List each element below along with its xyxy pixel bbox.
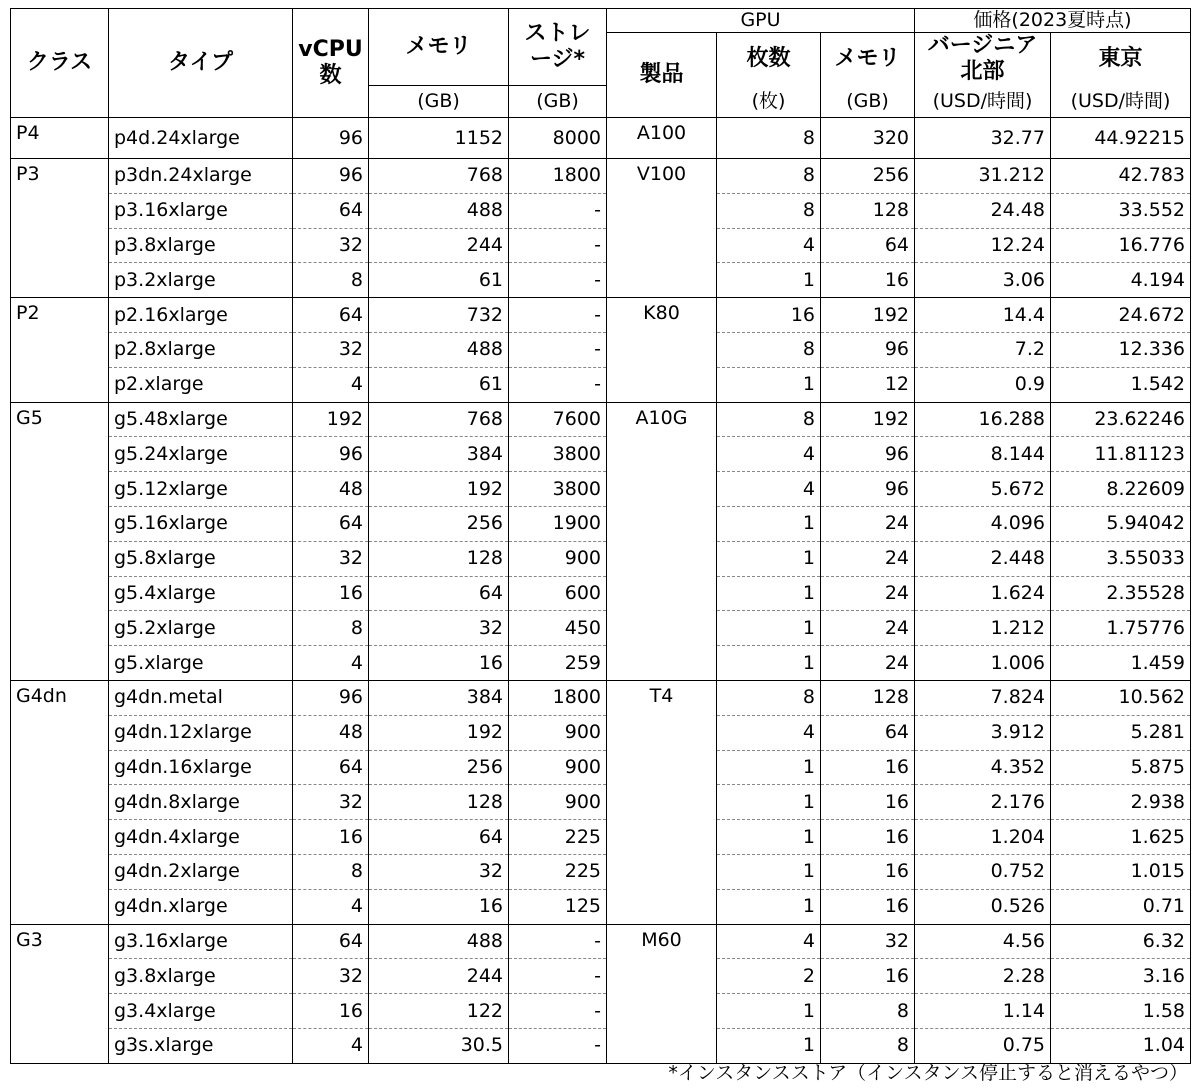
storage-cell: 600	[509, 576, 607, 611]
price-tokyo-cell: 24.672	[1051, 298, 1191, 333]
price-virginia-cell: 2.448	[915, 541, 1051, 576]
table-header	[11, 9, 1191, 118]
price-virginia-cell: 4.352	[915, 750, 1051, 785]
gpu-memory-cell: 24	[821, 541, 915, 576]
gpu-memory-cell: 16	[821, 889, 915, 924]
storage-cell: -	[509, 994, 607, 1029]
gpu-count-cell: 1	[717, 889, 821, 924]
memory-cell: 128	[369, 541, 509, 576]
price-tokyo-cell: 6.32	[1051, 924, 1191, 959]
type-cell: g5.4xlarge	[109, 576, 293, 611]
type-cell: g3s.xlarge	[109, 1029, 293, 1064]
gpu-memory-cell: 192	[821, 402, 915, 437]
price-virginia-cell: 7.824	[915, 681, 1051, 716]
gpu-count-cell: 4	[717, 437, 821, 472]
gpu-count-cell: 8	[717, 118, 821, 159]
vcpu-cell: 96	[293, 437, 369, 472]
type-cell: g4dn.4xlarge	[109, 820, 293, 855]
header-price-virginia: バージニア 北部	[915, 33, 1051, 86]
vcpu-cell: 32	[293, 785, 369, 820]
vcpu-cell: 96	[293, 681, 369, 716]
gpu-memory-cell: 12	[821, 367, 915, 402]
table-row	[11, 263, 1191, 298]
gpu-memory-cell: 32	[821, 924, 915, 959]
storage-cell: 1800	[509, 159, 607, 194]
gpu-count-cell: 4	[717, 228, 821, 263]
memory-cell: 384	[369, 681, 509, 716]
vcpu-cell: 96	[293, 118, 369, 159]
gpu-count-cell: 8	[717, 193, 821, 228]
type-cell: g5.16xlarge	[109, 507, 293, 542]
price-virginia-cell: 1.14	[915, 994, 1051, 1029]
gpu-count-cell: 1	[717, 994, 821, 1029]
memory-cell: 488	[369, 193, 509, 228]
type-cell: g4dn.xlarge	[109, 889, 293, 924]
vcpu-cell: 32	[293, 541, 369, 576]
storage-cell: -	[509, 333, 607, 368]
type-cell: p3.16xlarge	[109, 193, 293, 228]
type-cell: g5.2xlarge	[109, 611, 293, 646]
memory-cell: 32	[369, 611, 509, 646]
gpu-memory-cell: 16	[821, 785, 915, 820]
gpu-count-cell: 1	[717, 576, 821, 611]
vcpu-cell: 32	[293, 333, 369, 368]
type-cell: p4d.24xlarge	[109, 118, 293, 159]
storage-cell: 7600	[509, 402, 607, 437]
price-virginia-cell: 8.144	[915, 437, 1051, 472]
type-cell: p3dn.24xlarge	[109, 159, 293, 194]
type-cell: g5.24xlarge	[109, 437, 293, 472]
gpu-count-cell: 1	[717, 541, 821, 576]
storage-cell: -	[509, 367, 607, 402]
gpu-memory-cell: 96	[821, 472, 915, 507]
vcpu-cell: 4	[293, 646, 369, 681]
header-price-group: 価格(2023夏時点)	[915, 9, 1191, 33]
memory-cell: 768	[369, 402, 509, 437]
memory-cell: 61	[369, 263, 509, 298]
storage-cell: -	[509, 1029, 607, 1064]
storage-cell: 900	[509, 750, 607, 785]
memory-cell: 16	[369, 889, 509, 924]
memory-cell: 16	[369, 646, 509, 681]
gpu-count-cell: 1	[717, 507, 821, 542]
vcpu-cell: 48	[293, 472, 369, 507]
storage-cell: 900	[509, 785, 607, 820]
price-virginia-cell: 7.2	[915, 333, 1051, 368]
gpu-memory-cell: 16	[821, 820, 915, 855]
storage-cell: 1800	[509, 681, 607, 716]
price-virginia-cell: 2.176	[915, 785, 1051, 820]
table-row	[11, 576, 1191, 611]
memory-cell: 32	[369, 855, 509, 890]
price-tokyo-cell: 3.55033	[1051, 541, 1191, 576]
price-virginia-cell: 0.75	[915, 1029, 1051, 1064]
storage-cell: -	[509, 959, 607, 994]
header-gpu-memory: メモリ	[821, 33, 915, 86]
memory-cell: 128	[369, 785, 509, 820]
vcpu-cell: 64	[293, 298, 369, 333]
type-cell: g4dn.2xlarge	[109, 855, 293, 890]
price-tokyo-cell: 2.938	[1051, 785, 1191, 820]
vcpu-cell: 8	[293, 263, 369, 298]
price-tokyo-cell: 8.22609	[1051, 472, 1191, 507]
type-cell: g5.12xlarge	[109, 472, 293, 507]
footnote: *インスタンスストア（インスタンス停止すると消えるやつ）	[668, 1062, 1188, 1084]
table-row	[11, 541, 1191, 576]
price-virginia-cell: 1.006	[915, 646, 1051, 681]
storage-cell: 1900	[509, 507, 607, 542]
table-row	[11, 193, 1191, 228]
price-tokyo-cell: 5.94042	[1051, 507, 1191, 542]
memory-cell: 384	[369, 437, 509, 472]
price-tokyo-cell: 1.625	[1051, 820, 1191, 855]
price-virginia-cell: 31.212	[915, 159, 1051, 194]
price-tokyo-cell: 1.542	[1051, 367, 1191, 402]
vcpu-cell: 8	[293, 611, 369, 646]
gpu-product-cell: K80	[607, 298, 717, 402]
memory-cell: 732	[369, 298, 509, 333]
vcpu-cell: 4	[293, 367, 369, 402]
gpu-count-cell: 1	[717, 367, 821, 402]
header-price-tokyo: 東京	[1051, 33, 1191, 86]
gpu-memory-cell: 256	[821, 159, 915, 194]
table-row	[11, 820, 1191, 855]
vcpu-cell: 96	[293, 159, 369, 194]
storage-cell: 259	[509, 646, 607, 681]
vcpu-cell: 32	[293, 959, 369, 994]
price-tokyo-cell: 1.015	[1051, 855, 1191, 890]
memory-cell: 244	[369, 228, 509, 263]
vcpu-cell: 4	[293, 1029, 369, 1064]
price-virginia-cell: 3.06	[915, 263, 1051, 298]
gpu-memory-cell: 16	[821, 750, 915, 785]
header-gpu-count-unit: (枚)	[717, 86, 821, 118]
table-row	[11, 889, 1191, 924]
price-virginia-cell: 5.672	[915, 472, 1051, 507]
table-row	[11, 333, 1191, 368]
gpu-count-cell: 1	[717, 855, 821, 890]
storage-cell: 900	[509, 541, 607, 576]
price-tokyo-cell: 44.92215	[1051, 118, 1191, 159]
gpu-count-cell: 2	[717, 959, 821, 994]
gpu-memory-cell: 8	[821, 1029, 915, 1064]
header-gpu-memory-unit: (GB)	[821, 86, 915, 118]
memory-cell: 64	[369, 576, 509, 611]
price-tokyo-cell: 1.04	[1051, 1029, 1191, 1064]
price-tokyo-cell: 4.194	[1051, 263, 1191, 298]
price-virginia-cell: 4.56	[915, 924, 1051, 959]
table-row	[11, 159, 1191, 194]
price-virginia-cell: 0.752	[915, 855, 1051, 890]
vcpu-cell: 32	[293, 228, 369, 263]
price-tokyo-cell: 23.62246	[1051, 402, 1191, 437]
gpu-memory-cell: 320	[821, 118, 915, 159]
price-tokyo-cell: 1.459	[1051, 646, 1191, 681]
storage-cell: -	[509, 263, 607, 298]
class-cell: G3	[11, 924, 109, 1063]
table-row	[11, 994, 1191, 1029]
price-virginia-cell: 4.096	[915, 507, 1051, 542]
memory-cell: 64	[369, 820, 509, 855]
storage-cell: -	[509, 193, 607, 228]
gpu-memory-cell: 96	[821, 333, 915, 368]
memory-cell: 256	[369, 750, 509, 785]
gpu-count-cell: 1	[717, 785, 821, 820]
header-price-tokyo-unit: (USD/時間)	[1051, 86, 1191, 118]
price-virginia-cell: 14.4	[915, 298, 1051, 333]
storage-cell: 3800	[509, 472, 607, 507]
price-virginia-cell: 2.28	[915, 959, 1051, 994]
gpu-count-cell: 4	[717, 715, 821, 750]
type-cell: g5.8xlarge	[109, 541, 293, 576]
type-cell: g3.4xlarge	[109, 994, 293, 1029]
memory-cell: 488	[369, 924, 509, 959]
type-cell: g3.8xlarge	[109, 959, 293, 994]
gpu-memory-cell: 16	[821, 855, 915, 890]
memory-cell: 192	[369, 472, 509, 507]
table-row	[11, 437, 1191, 472]
vcpu-cell: 64	[293, 924, 369, 959]
gpu-memory-cell: 192	[821, 298, 915, 333]
type-cell: g3.16xlarge	[109, 924, 293, 959]
memory-cell: 122	[369, 994, 509, 1029]
type-cell: p2.16xlarge	[109, 298, 293, 333]
type-cell: p2.xlarge	[109, 367, 293, 402]
gpu-count-cell: 1	[717, 646, 821, 681]
storage-cell: 8000	[509, 118, 607, 159]
vcpu-cell: 64	[293, 507, 369, 542]
table-row	[11, 367, 1191, 402]
gpu-memory-cell: 16	[821, 263, 915, 298]
gpu-count-cell: 4	[717, 924, 821, 959]
header-gpu-group: GPU	[607, 9, 915, 33]
table-row	[11, 959, 1191, 994]
price-tokyo-cell: 10.562	[1051, 681, 1191, 716]
gpu-count-cell: 1	[717, 263, 821, 298]
type-cell: g5.xlarge	[109, 646, 293, 681]
header-price-virginia-unit: (USD/時間)	[915, 86, 1051, 118]
gpu-memory-cell: 64	[821, 715, 915, 750]
type-cell: p2.8xlarge	[109, 333, 293, 368]
vcpu-cell: 48	[293, 715, 369, 750]
table-row	[11, 298, 1191, 333]
header-vcpu: vCPU 数	[293, 9, 369, 118]
price-virginia-cell: 12.24	[915, 228, 1051, 263]
table-row	[11, 507, 1191, 542]
type-cell: g4dn.metal	[109, 681, 293, 716]
storage-cell: -	[509, 228, 607, 263]
table-row	[11, 611, 1191, 646]
memory-cell: 30.5	[369, 1029, 509, 1064]
header-storage-unit: (GB)	[509, 86, 607, 118]
memory-cell: 192	[369, 715, 509, 750]
price-virginia-cell: 24.48	[915, 193, 1051, 228]
class-cell: G4dn	[11, 681, 109, 925]
storage-cell: 125	[509, 889, 607, 924]
storage-cell: -	[509, 298, 607, 333]
gpu-count-cell: 4	[717, 472, 821, 507]
price-tokyo-cell: 1.75776	[1051, 611, 1191, 646]
gpu-count-cell: 8	[717, 402, 821, 437]
price-tokyo-cell: 11.81123	[1051, 437, 1191, 472]
gpu-product-cell: T4	[607, 681, 717, 925]
price-tokyo-cell: 16.776	[1051, 228, 1191, 263]
header-class: クラス	[11, 9, 109, 118]
price-tokyo-cell: 12.336	[1051, 333, 1191, 368]
table-row	[11, 472, 1191, 507]
vcpu-cell: 16	[293, 820, 369, 855]
price-tokyo-cell: 33.552	[1051, 193, 1191, 228]
price-virginia-cell: 1.204	[915, 820, 1051, 855]
class-cell: P3	[11, 159, 109, 298]
gpu-product-cell: A100	[607, 118, 717, 159]
instance-table	[10, 8, 1191, 1064]
storage-cell: 225	[509, 855, 607, 890]
gpu-memory-cell: 128	[821, 193, 915, 228]
gpu-memory-cell: 24	[821, 646, 915, 681]
price-tokyo-cell: 5.875	[1051, 750, 1191, 785]
header-gpu-count: 枚数	[717, 33, 821, 86]
header-memory-unit: (GB)	[369, 86, 509, 118]
gpu-count-cell: 1	[717, 1029, 821, 1064]
storage-cell: 225	[509, 820, 607, 855]
type-cell: g4dn.12xlarge	[109, 715, 293, 750]
table-row	[11, 646, 1191, 681]
price-virginia-cell: 32.77	[915, 118, 1051, 159]
gpu-count-cell: 16	[717, 298, 821, 333]
gpu-memory-cell: 24	[821, 507, 915, 542]
type-cell: g4dn.8xlarge	[109, 785, 293, 820]
table-row	[11, 681, 1191, 716]
type-cell: g5.48xlarge	[109, 402, 293, 437]
vcpu-cell: 16	[293, 994, 369, 1029]
table-row	[11, 750, 1191, 785]
vcpu-cell: 64	[293, 750, 369, 785]
price-tokyo-cell: 2.35528	[1051, 576, 1191, 611]
price-virginia-cell: 0.9	[915, 367, 1051, 402]
memory-cell: 256	[369, 507, 509, 542]
price-tokyo-cell: 3.16	[1051, 959, 1191, 994]
table-row	[11, 715, 1191, 750]
gpu-product-cell: M60	[607, 924, 717, 1063]
gpu-memory-cell: 128	[821, 681, 915, 716]
type-cell: p3.2xlarge	[109, 263, 293, 298]
gpu-memory-cell: 96	[821, 437, 915, 472]
storage-cell: 900	[509, 715, 607, 750]
class-cell: G5	[11, 402, 109, 680]
class-cell: P2	[11, 298, 109, 402]
memory-cell: 61	[369, 367, 509, 402]
gpu-count-cell: 8	[717, 681, 821, 716]
table-row	[11, 855, 1191, 890]
price-tokyo-cell: 42.783	[1051, 159, 1191, 194]
price-virginia-cell: 1.624	[915, 576, 1051, 611]
gpu-count-cell: 1	[717, 611, 821, 646]
gpu-product-cell: V100	[607, 159, 717, 298]
memory-cell: 1152	[369, 118, 509, 159]
memory-cell: 768	[369, 159, 509, 194]
class-cell: P4	[11, 118, 109, 159]
table-row	[11, 118, 1191, 159]
type-cell: p3.8xlarge	[109, 228, 293, 263]
memory-cell: 244	[369, 959, 509, 994]
gpu-memory-cell: 8	[821, 994, 915, 1029]
gpu-memory-cell: 24	[821, 611, 915, 646]
table-row	[11, 402, 1191, 437]
gpu-count-cell: 8	[717, 159, 821, 194]
vcpu-cell: 8	[293, 855, 369, 890]
gpu-product-cell: A10G	[607, 402, 717, 680]
price-tokyo-cell: 5.281	[1051, 715, 1191, 750]
price-virginia-cell: 3.912	[915, 715, 1051, 750]
storage-cell: 450	[509, 611, 607, 646]
gpu-memory-cell: 64	[821, 228, 915, 263]
price-tokyo-cell: 1.58	[1051, 994, 1191, 1029]
gpu-count-cell: 1	[717, 820, 821, 855]
price-virginia-cell: 1.212	[915, 611, 1051, 646]
price-virginia-cell: 0.526	[915, 889, 1051, 924]
table-row	[11, 924, 1191, 959]
vcpu-cell: 192	[293, 402, 369, 437]
vcpu-cell: 16	[293, 576, 369, 611]
header-gpu-product: 製品	[607, 33, 717, 118]
table-row	[11, 785, 1191, 820]
gpu-memory-cell: 24	[821, 576, 915, 611]
memory-cell: 488	[369, 333, 509, 368]
storage-cell: 3800	[509, 437, 607, 472]
gpu-count-cell: 1	[717, 750, 821, 785]
gpu-memory-cell: 16	[821, 959, 915, 994]
storage-cell: -	[509, 924, 607, 959]
price-tokyo-cell: 0.71	[1051, 889, 1191, 924]
table-body	[11, 118, 1191, 1064]
table-row	[11, 228, 1191, 263]
vcpu-cell: 4	[293, 889, 369, 924]
type-cell: g4dn.16xlarge	[109, 750, 293, 785]
header-memory: メモリ	[369, 9, 509, 86]
header-type: タイプ	[109, 9, 293, 118]
gpu-count-cell: 8	[717, 333, 821, 368]
header-storage: ストレ ージ*	[509, 9, 607, 86]
vcpu-cell: 64	[293, 193, 369, 228]
price-virginia-cell: 16.288	[915, 402, 1051, 437]
